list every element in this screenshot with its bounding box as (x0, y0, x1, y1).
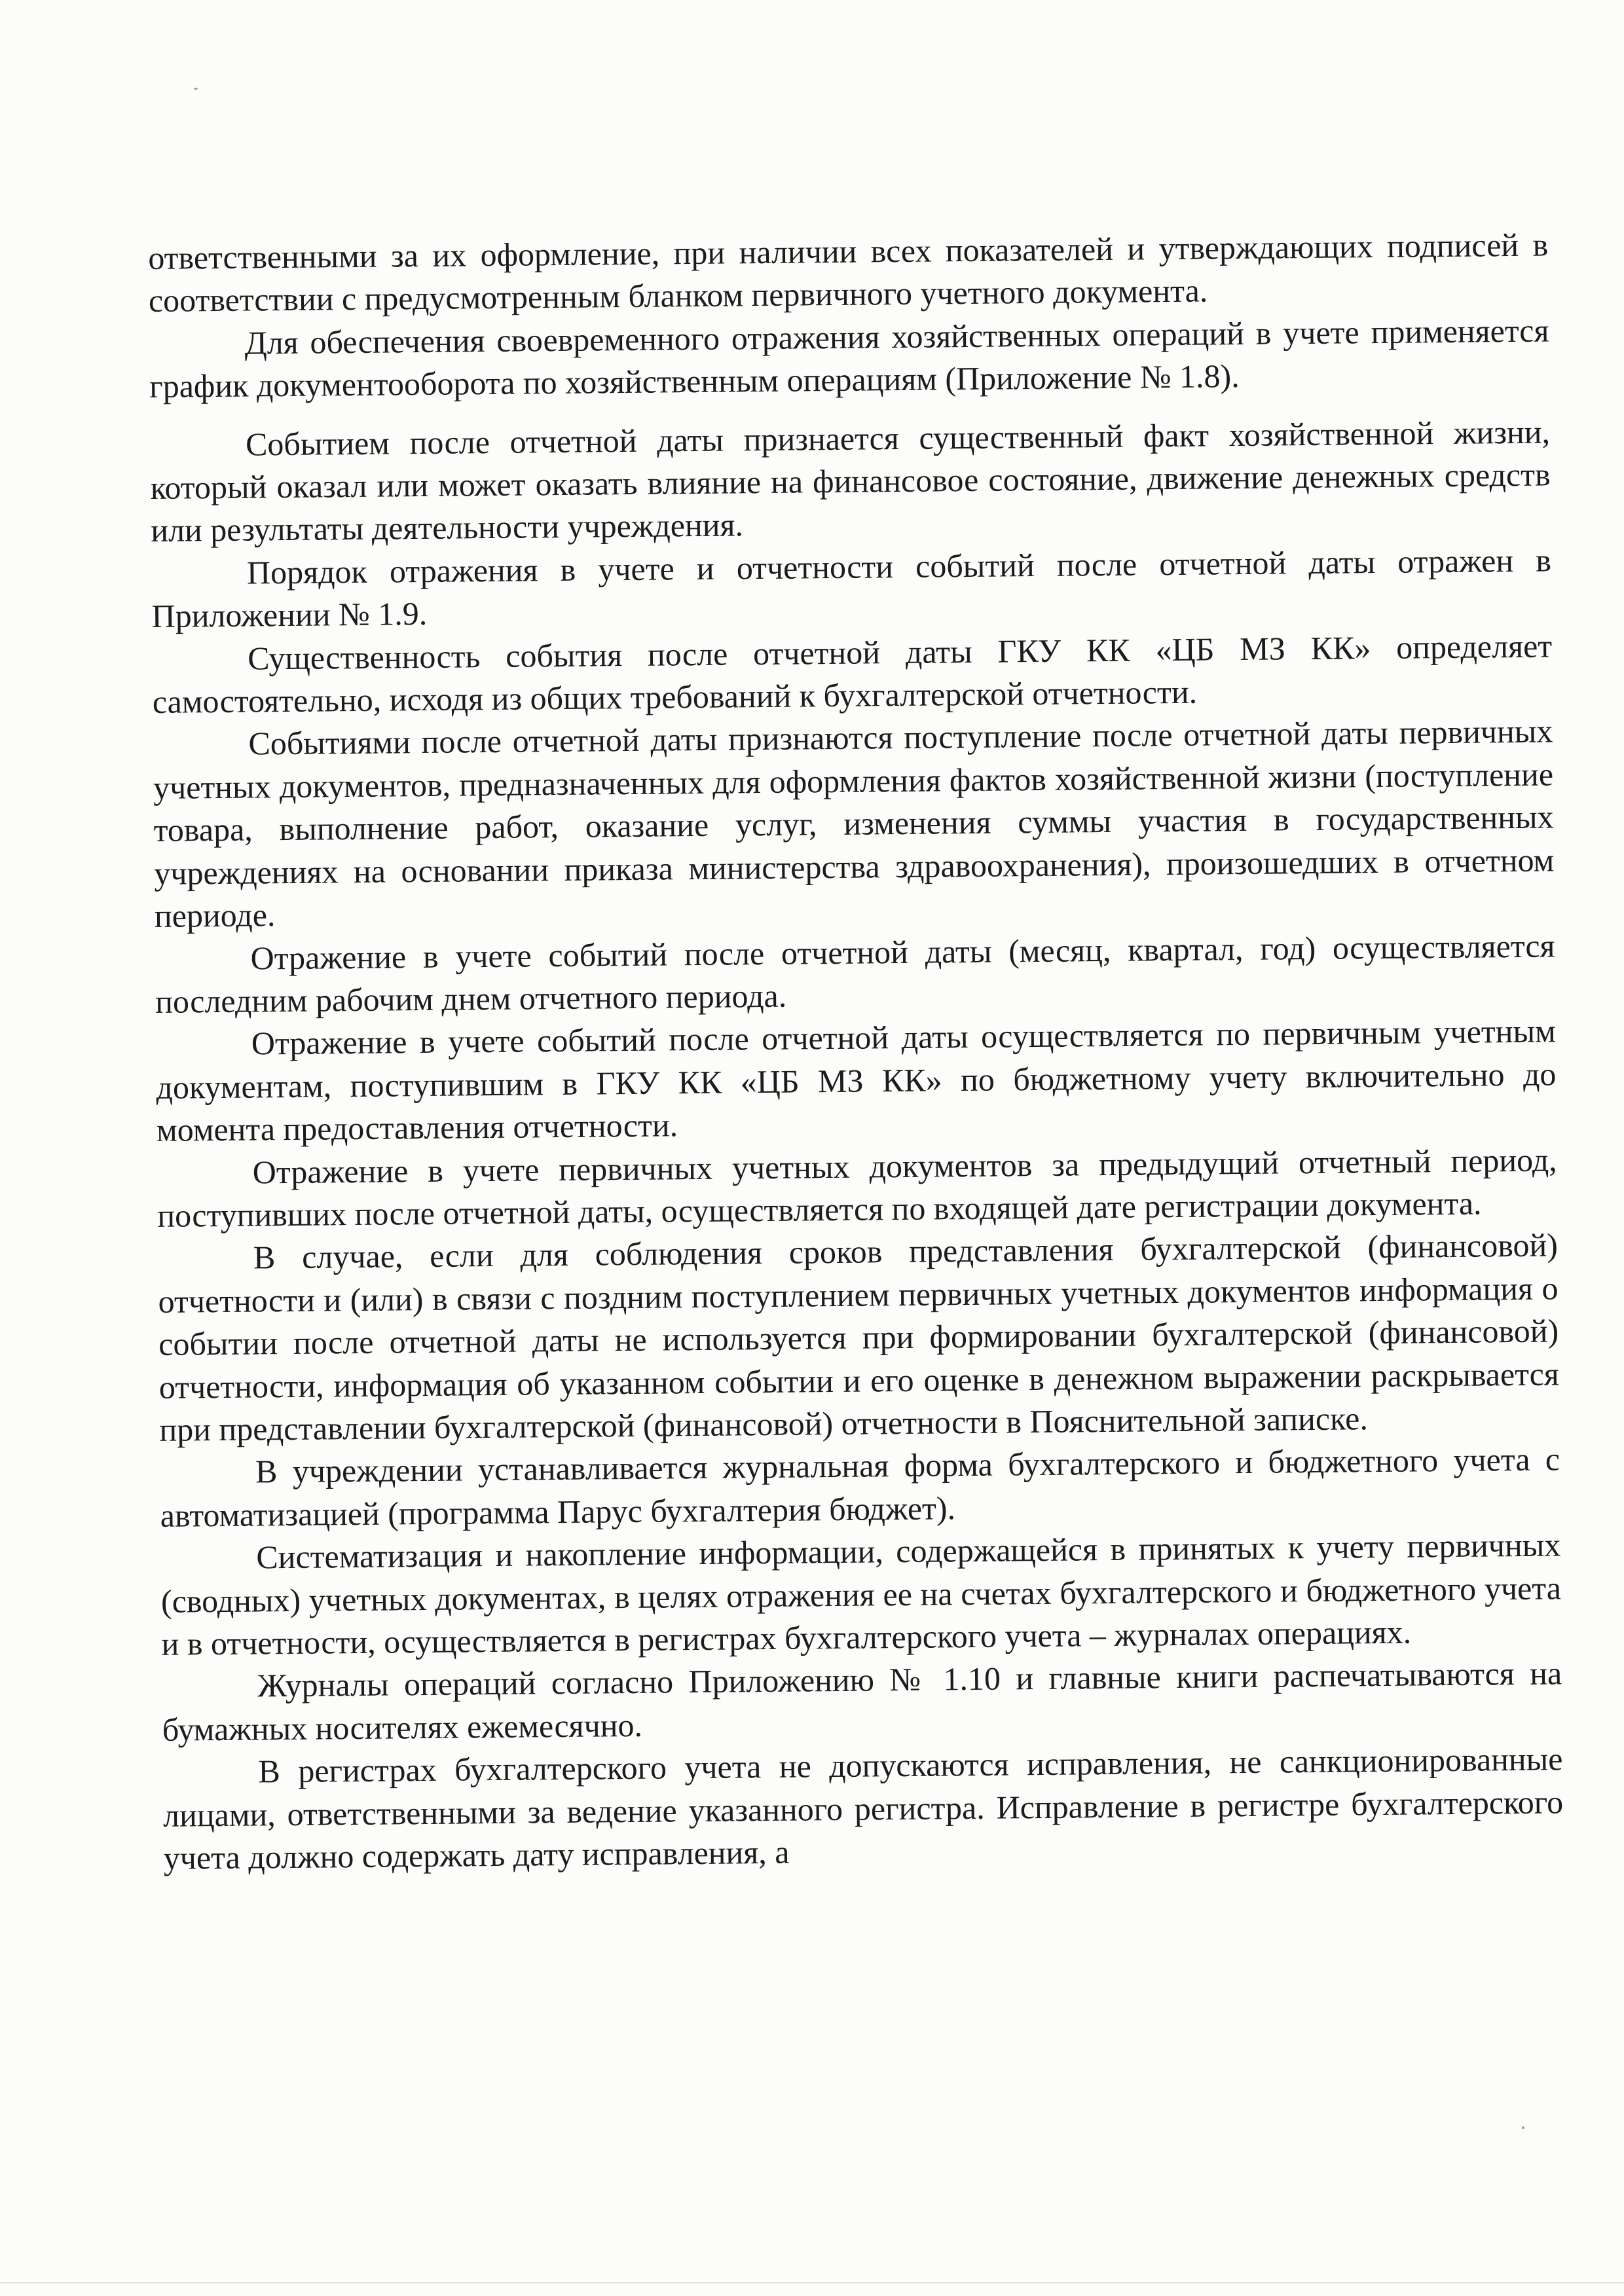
paragraph-4: Порядок отражения в учете и отчетности событий после отчетной даты отражен в Приложении № 1.9. (151, 541, 1552, 635)
paragraph-6: Событиями после отчетной даты признаются поступление после отчетной даты первичных учетных документов, предназначенных для оформления фактов хозяйственной жизни (поступление товара, выполнение работ, оказание услуг, изменения суммы участия в государственных учреждениях на основании приказа министерства здравоохранения), произошедших в отчетном периоде. (153, 712, 1555, 935)
paragraph-9: Отражение в учете первичных учетных документов за предыдущий отчетный период, поступивших после отчетной даты, осуществляется по входящей дате регистрации документа. (157, 1140, 1557, 1234)
paragraph-8: Отражение в учете событий после отчетной даты осуществляется по первичным учетным документам, поступившим в ГКУ КК «ЦБ МЗ КК» по бюджетному учету включительно до момента предоставления отчетности. (156, 1012, 1557, 1149)
scan-speck (194, 88, 198, 90)
paragraph-1: ответственными за их оформление, при наличии всех показателей и утверждающих подписей в соответствии с предусмотренным бланком первичного учетного документа. (148, 226, 1549, 319)
scan-speck (1522, 2126, 1524, 2129)
paragraph-3: Событием после отчетной даты признается существенный факт хозяйственной жизни, который оказал или может оказать влияние на финансовое состояние, движение денежных средств или результаты деятельности учреждения. (150, 413, 1551, 549)
paragraph-7: Отражение в учете событий после отчетной даты (месяц, квартал, год) осуществляется последним рабочим днем отчетного периода. (155, 926, 1555, 1020)
paragraph-14: В регистрах бухгалтерского учета не допускаются исправления, не санкционированные лицами, ответственными за ведение указанного регистра. Исправление в регистре бухгалтерского учета должно содержать дату исправления, а (162, 1740, 1564, 1876)
paragraph-2: Для обеспечения своевременного отражения хозяйственных операций в учете применяется график документооборота по хозяйственным операциям (Приложение № 1.8). (149, 312, 1549, 405)
paragraph-10: В случае, если для соблюдения сроков представления бухгалтерской (финансовой) отчетности и (или) в связи с поздним поступлением первичных учетных документов информация о событии после отчетной даты не используется при формировании бухгалтерской (финансовой) отчетности, информация об указанном событии и его оценке в денежном выражении раскрывается при представлении бухгалтерской (финансовой) отчетности в Пояснительной записке. (158, 1226, 1560, 1448)
paragraph-11: В учреждении устанавливается журнальная форма бухгалтерского и бюджетного учета с автоматизацией (программа Парус бухгалтерия бюджет). (160, 1440, 1560, 1534)
paragraph-5: Существенность события после отчетной даты ГКУ КК «ЦБ МЗ КК» определяет самостоятельно, исходя из общих требований к бухгалтерской отчетности. (152, 627, 1553, 721)
paragraph-12: Систематизация и накопление информации, содержащейся в принятых к учету первичных (сводных) учетных документах, в целях отражения ее на счетах бухгалтерского и бюджетного учета и в отчетности, осуществляется в регистрах бухгалтерского учета – журналах операциях. (160, 1526, 1562, 1662)
paragraph-13: Журналы операций согласно Приложению № 1.10 и главные книги распечатываются на бумажных носителях ежемесячно. (162, 1654, 1562, 1748)
scan-bottom-edge (0, 2282, 1624, 2284)
document-body (148, 223, 1564, 1880)
